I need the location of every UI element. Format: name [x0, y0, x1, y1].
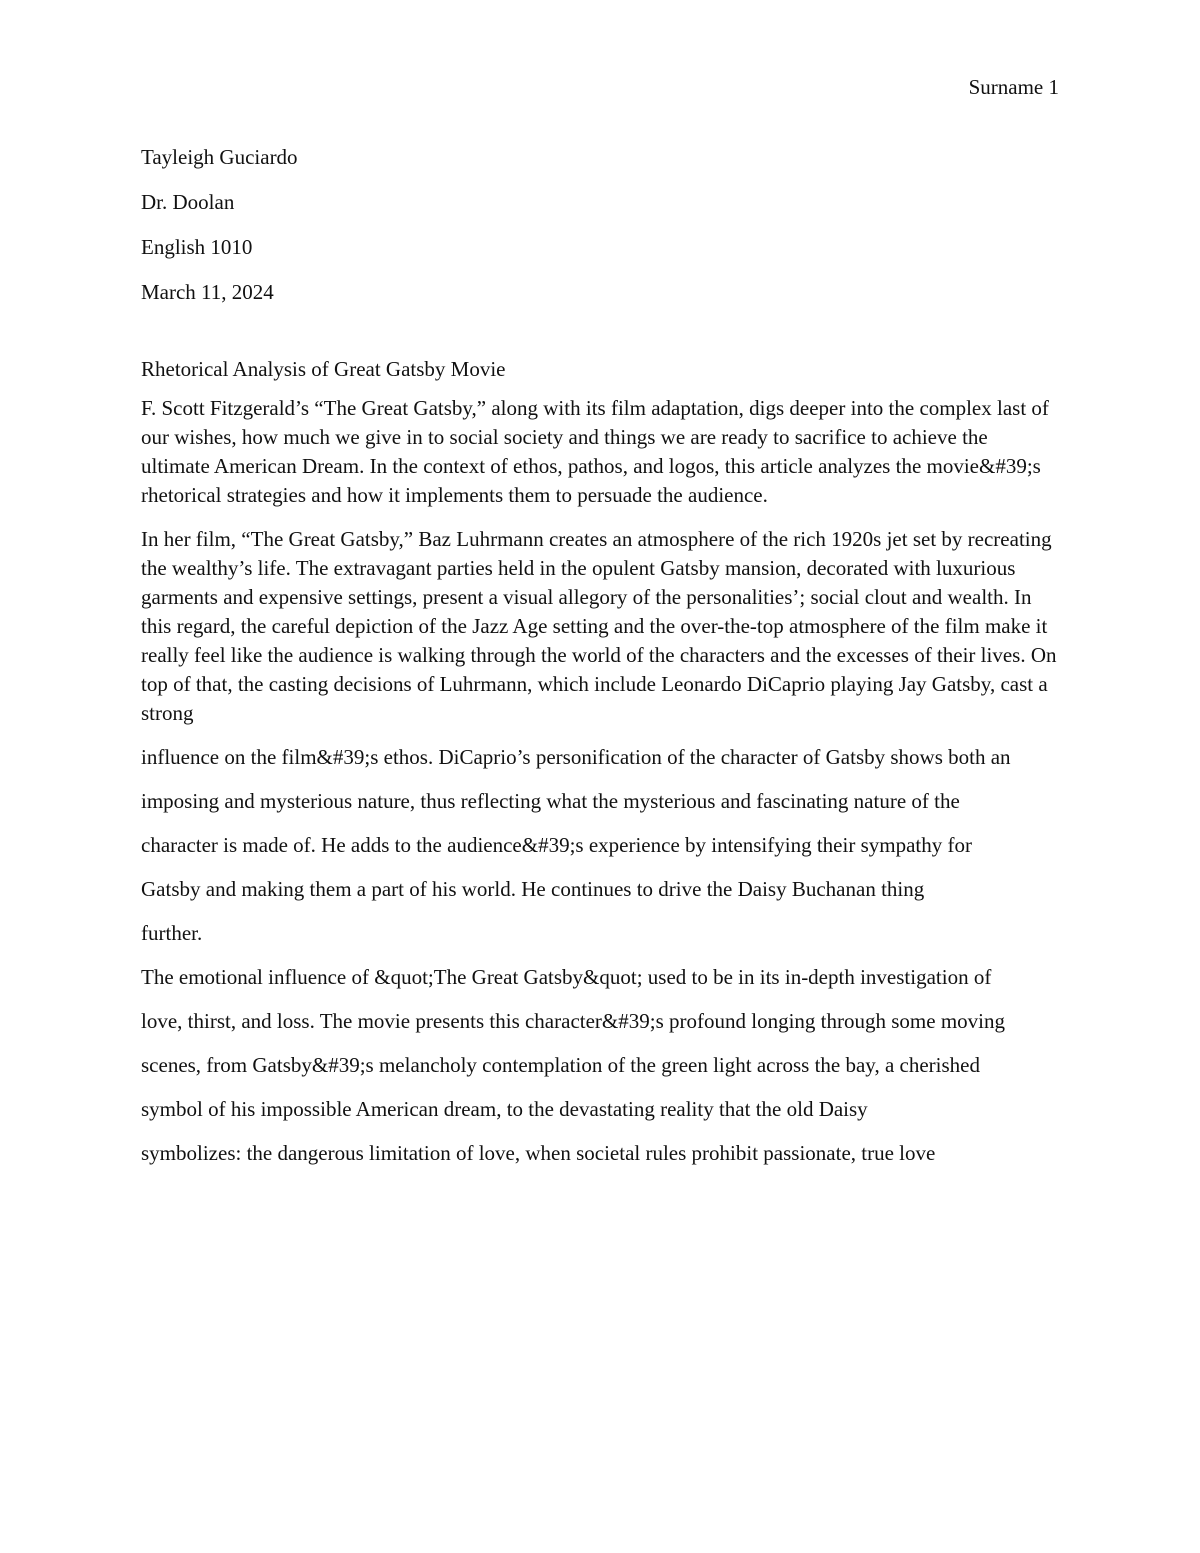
body-paragraph: F. Scott Fitzgerald’s “The Great Gatsby,” along with its film adaptation, digs deeper into the complex last of our wishes, how much we give in to social society and things we are ready to sacrifice to achieve the ultimate American Dream. In the context of ethos, pathos, and logos, this article analyzes the movie&#39;s rhetorical strategies and how it implements them to persuade the audience. [141, 396, 1049, 507]
body-paragraph: character is made of. He adds to the audience&#39;s experience by intensifying their sympathy for [141, 833, 972, 857]
body-paragraph: love, thirst, and loss. The movie presents this character&#39;s profound longing through some moving [141, 1009, 1005, 1033]
body-paragraph: further. [141, 921, 203, 945]
running-head: Surname 1 [968, 75, 1059, 99]
body-paragraph: influence on the film&#39;s ethos. DiCaprio’s personification of the character of Gatsby shows both an [141, 745, 1011, 769]
document-body [141, 143, 1061, 1183]
body-paragraph: scenes, from Gatsby&#39;s melancholy contemplation of the green light across the bay, a cherished [141, 1053, 980, 1077]
student-name: Tayleigh Guciardo [141, 145, 298, 169]
course-name: English 1010 [141, 235, 253, 259]
body-paragraph: Gatsby and making them a part of his world. He continues to drive the Daisy Buchanan thing [141, 877, 925, 901]
body-paragraph: imposing and mysterious nature, thus reflecting what the mysterious and fascinating nature of the [141, 789, 960, 813]
body-paragraph: symbolizes: the dangerous limitation of love, when societal rules prohibit passionate, true love [141, 1141, 936, 1165]
body-paragraph: The emotional influence of &quot;The Great Gatsby&quot; used to be in its in-depth investigation of [141, 965, 992, 989]
body-paragraph: In her film, “The Great Gatsby,” Baz Luhrmann creates an atmosphere of the rich 1920s jet set by recreating the wealthy’s life. The extravagant parties held in the opulent Gatsby mansion, decorated with luxurious garments and expensive settings, present a visual allegory of the personalities’; social clout and wealth. In this regard, the careful depiction of the Jazz Age setting and the over-the-top atmosphere of the film make it really feel like the audience is walking through the world of the characters and the excesses of their lives. On top of that, the casting decisions of Luhrmann, which include Leonardo DiCaprio playing Jay Gatsby, cast a strong [141, 527, 1057, 725]
essay-title: Rhetorical Analysis of Great Gatsby Movie [141, 357, 506, 381]
submission-date: March 11, 2024 [141, 280, 274, 304]
instructor-name: Dr. Doolan [141, 190, 235, 214]
body-paragraph: symbol of his impossible American dream, to the devastating reality that the old Daisy [141, 1097, 868, 1121]
